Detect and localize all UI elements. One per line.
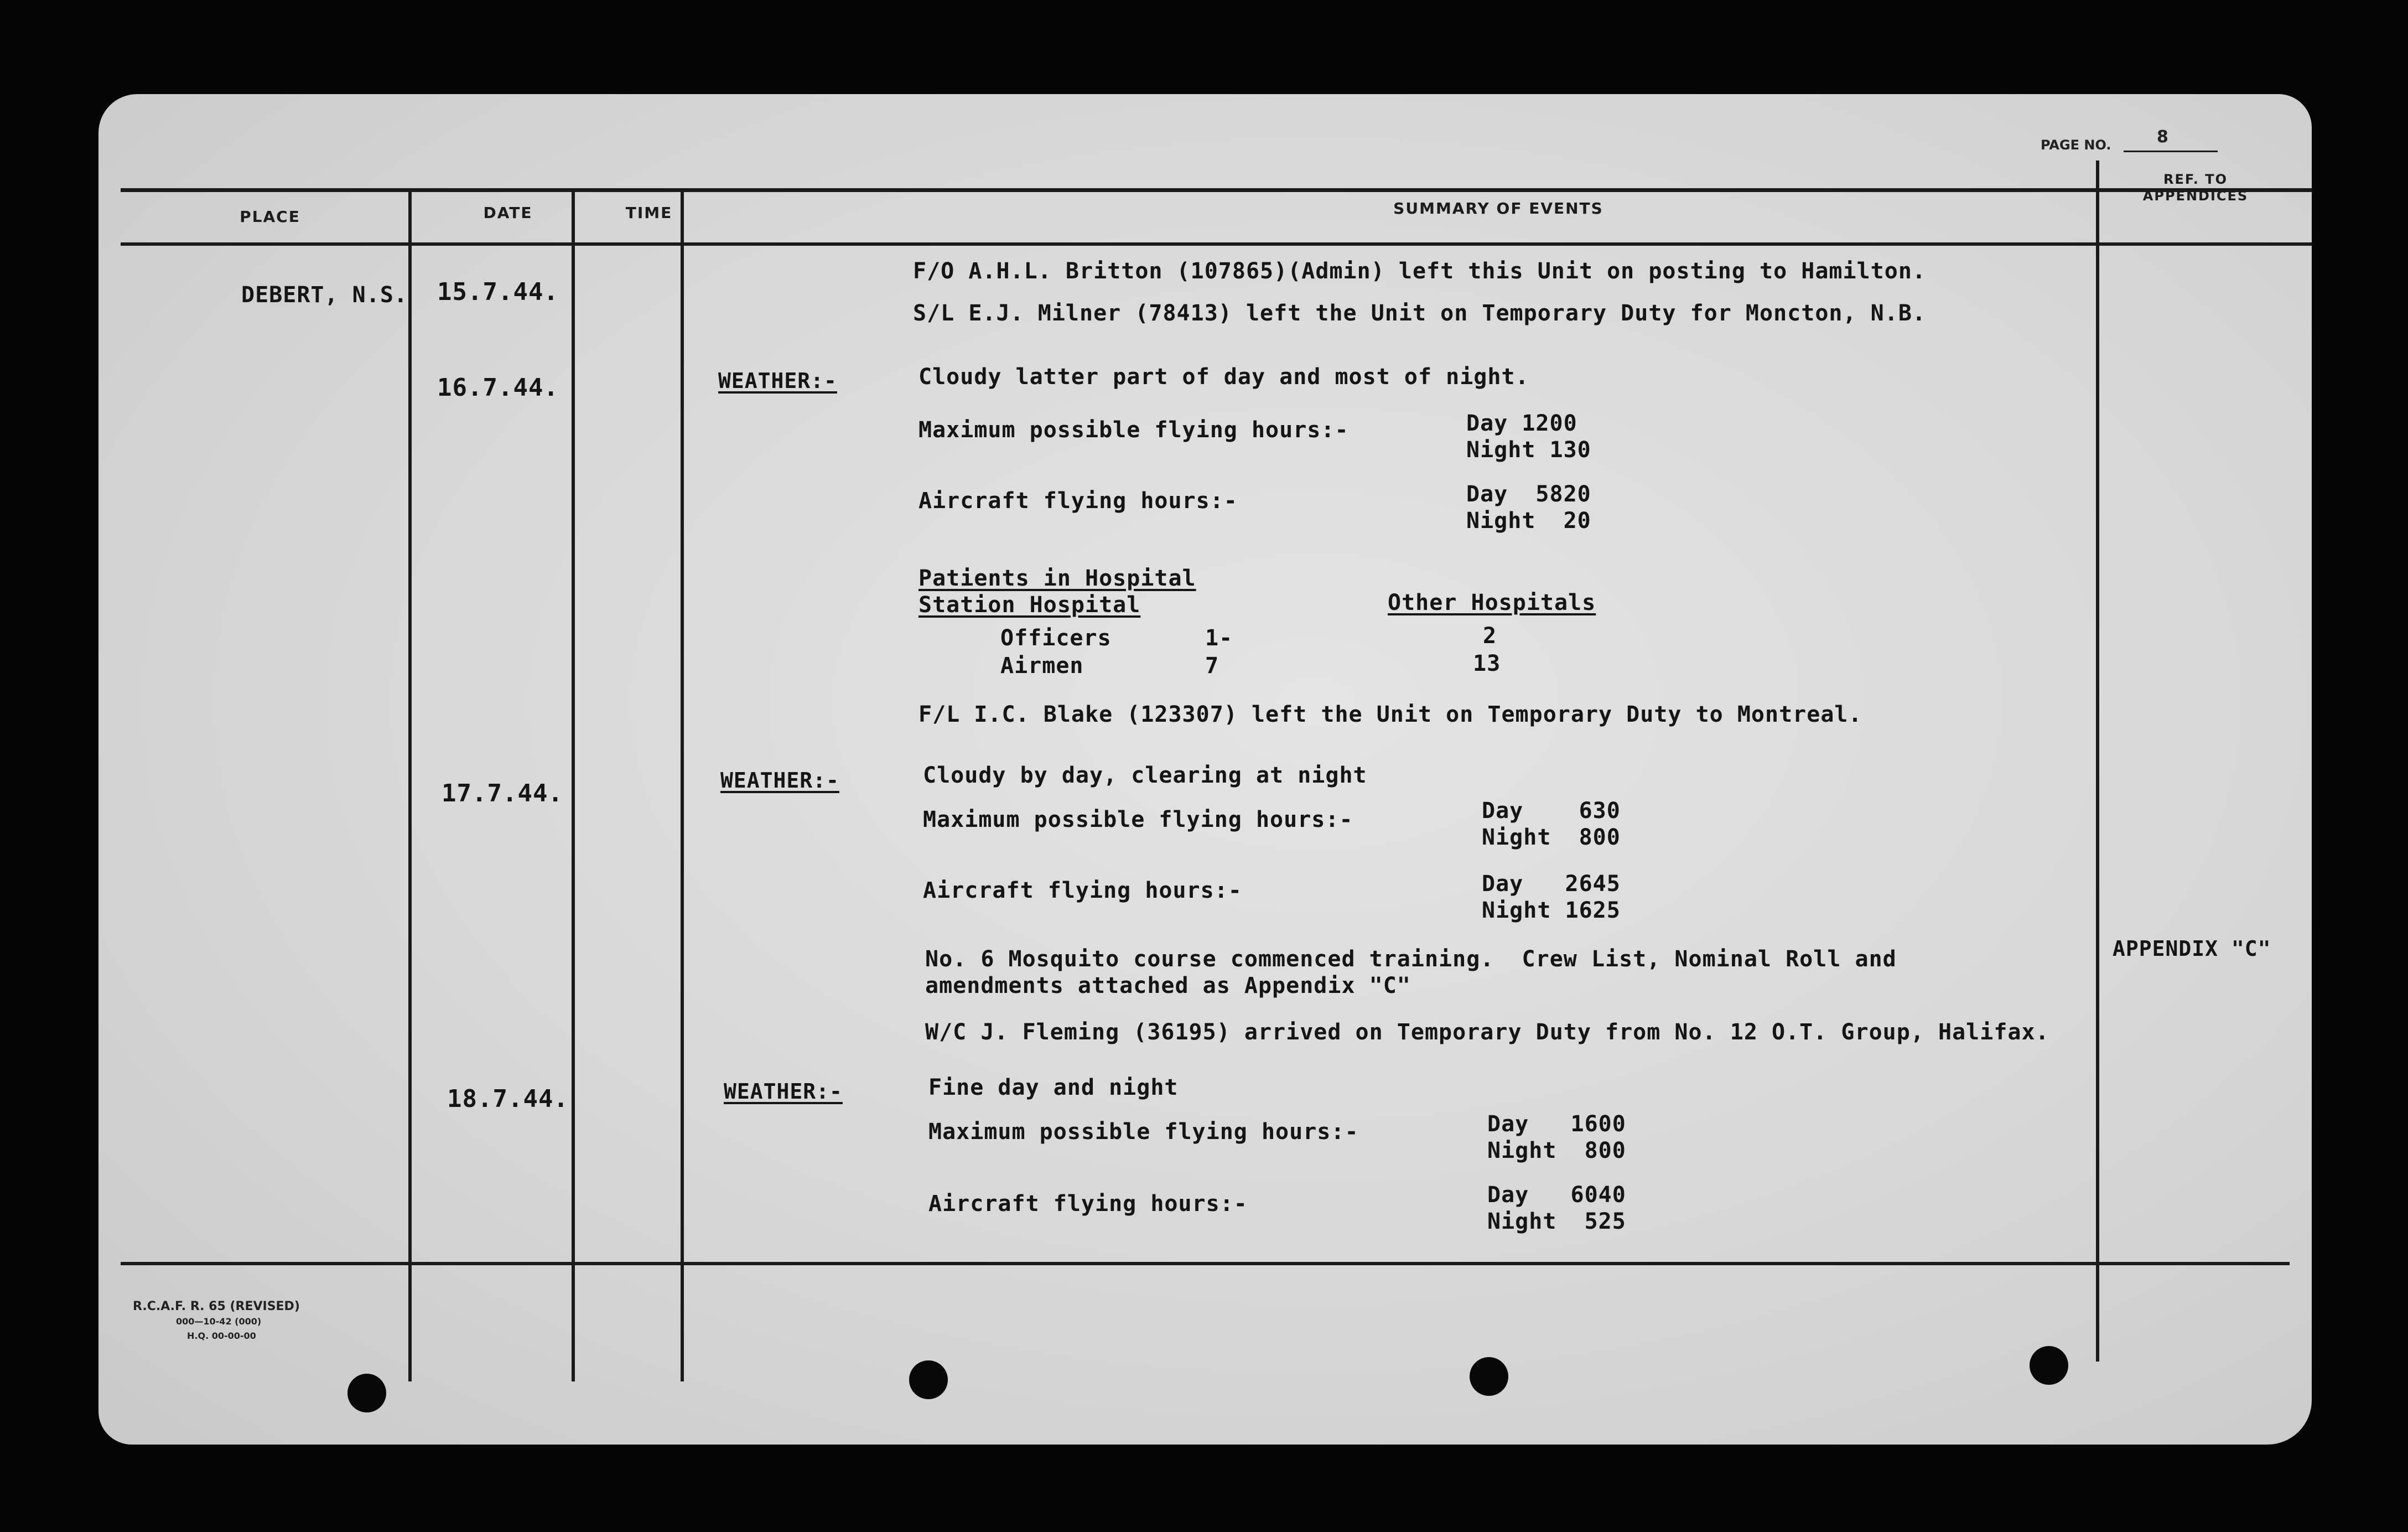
max-hours-18-label: Maximum possible flying hours:- [928,1119,1359,1145]
aircraft-hours-17-night: Night 1625 [1482,898,1621,923]
aircraft-hours-16-night: Night 20 [1466,508,1591,534]
aircraft-hours-18-day: Day 6040 [1487,1182,1626,1208]
header-summary: SUMMARY OF EVENTS [1393,199,1603,218]
weather-16-text: Cloudy latter part of day and most of night. [918,364,1529,390]
entry-milner: S/L E.J. Milner (78413) left the Unit on Temporary Duty for Moncton, N.B. [913,301,1926,326]
max-hours-18-day: Day 1600 [1487,1111,1626,1137]
binder-hole-2 [909,1360,948,1399]
form-code-line3: H.Q. 00-00-00 [187,1331,256,1341]
weather-label-17: WEATHER:- [720,768,839,793]
aircraft-hours-17-label: Aircraft flying hours:- [923,878,1242,903]
other-hospitals-heading: Other Hospitals [1388,590,1596,615]
header-appendices: APPENDICES [2142,188,2249,204]
footer-rule [121,1262,2290,1265]
header-date: DATE [483,204,533,222]
date-15-7-44: 15.7.44. [437,278,559,306]
entry-britton: F/O A.H.L. Britton (107865)(Admin) left this Unit on posting to Hamilton. [913,258,1926,284]
header-place: PLACE [240,208,300,226]
header-bottom-rule [121,242,2312,246]
column-rule-date-time [572,192,575,1381]
page-no-value: 8 [2157,127,2168,147]
form-code-line2: 000—10-42 (000) [176,1316,262,1327]
max-hours-17-day: Day 630 [1482,798,1621,824]
max-hours-17-label: Maximum possible flying hours:- [923,807,1353,832]
column-rule-place-date [408,192,412,1381]
header-ref-to: REF. TO [2163,172,2228,187]
entry-fleming: W/C J. Fleming (36195) arrived on Temporary Duty from No. 12 O.T. Group, Halifax. [925,1019,2049,1045]
form-code-line1: R.C.A.F. R. 65 (REVISED) [133,1300,300,1313]
weather-label-16: WEATHER:- [718,369,837,393]
binder-hole-4 [2030,1346,2068,1385]
aircraft-hours-17-day: Day 2645 [1482,871,1621,897]
appendix-c-reference: APPENDIX "C" [2113,936,2271,961]
date-18-7-44: 18.7.44. [447,1085,569,1113]
officers-station-count: 1- [1205,625,1233,651]
diary-form-card [98,94,2312,1445]
place-text: DEBERT, N.S. [241,282,408,308]
date-16-7-44: 16.7.44. [437,374,559,402]
column-rule-summary-ref [2096,161,2099,1362]
binder-hole-1 [347,1374,386,1412]
column-rule-time-summary [681,192,684,1381]
weather-label-18: WEATHER:- [724,1079,843,1104]
weather-17-text: Cloudy by day, clearing at night [923,763,1367,788]
airmen-label: Airmen [1000,653,1084,679]
date-17-7-44: 17.7.44. [442,779,563,808]
aircraft-hours-18-label: Aircraft flying hours:- [928,1191,1248,1217]
officers-label: Officers [1000,625,1112,651]
patients-heading: Patients in Hospital [918,566,1196,591]
page-no-label: PAGE NO. [2041,137,2111,153]
max-hours-16-day: Day 1200 [1466,411,1577,436]
header-time: TIME [625,204,673,222]
page-no-underline [2124,151,2218,152]
weather-18-text: Fine day and night [928,1075,1179,1100]
aircraft-hours-16-day: Day 5820 [1466,482,1591,507]
airmen-other-count: 13 [1473,651,1501,676]
max-hours-16-night: Night 130 [1466,437,1591,463]
aircraft-hours-16-label: Aircraft flying hours:- [918,488,1238,514]
officers-other-count: 2 [1483,623,1497,649]
mosquito-course-line1: No. 6 Mosquito course commenced training. Crew List, Nominal Roll and [925,946,1897,972]
airmen-station-count: 7 [1205,653,1219,679]
binder-hole-3 [1470,1357,1508,1396]
entry-blake: F/L I.C. Blake (123307) left the Unit on Temporary Duty to Montreal. [918,702,1862,727]
aircraft-hours-18-night: Night 525 [1487,1209,1626,1234]
station-hospital-heading: Station Hospital [918,592,1141,618]
max-hours-18-night: Night 800 [1487,1138,1626,1163]
max-hours-17-night: Night 800 [1482,825,1621,850]
max-hours-16-label: Maximum possible flying hours:- [918,417,1349,443]
mosquito-course-line2: amendments attached as Appendix "C" [925,973,1411,998]
